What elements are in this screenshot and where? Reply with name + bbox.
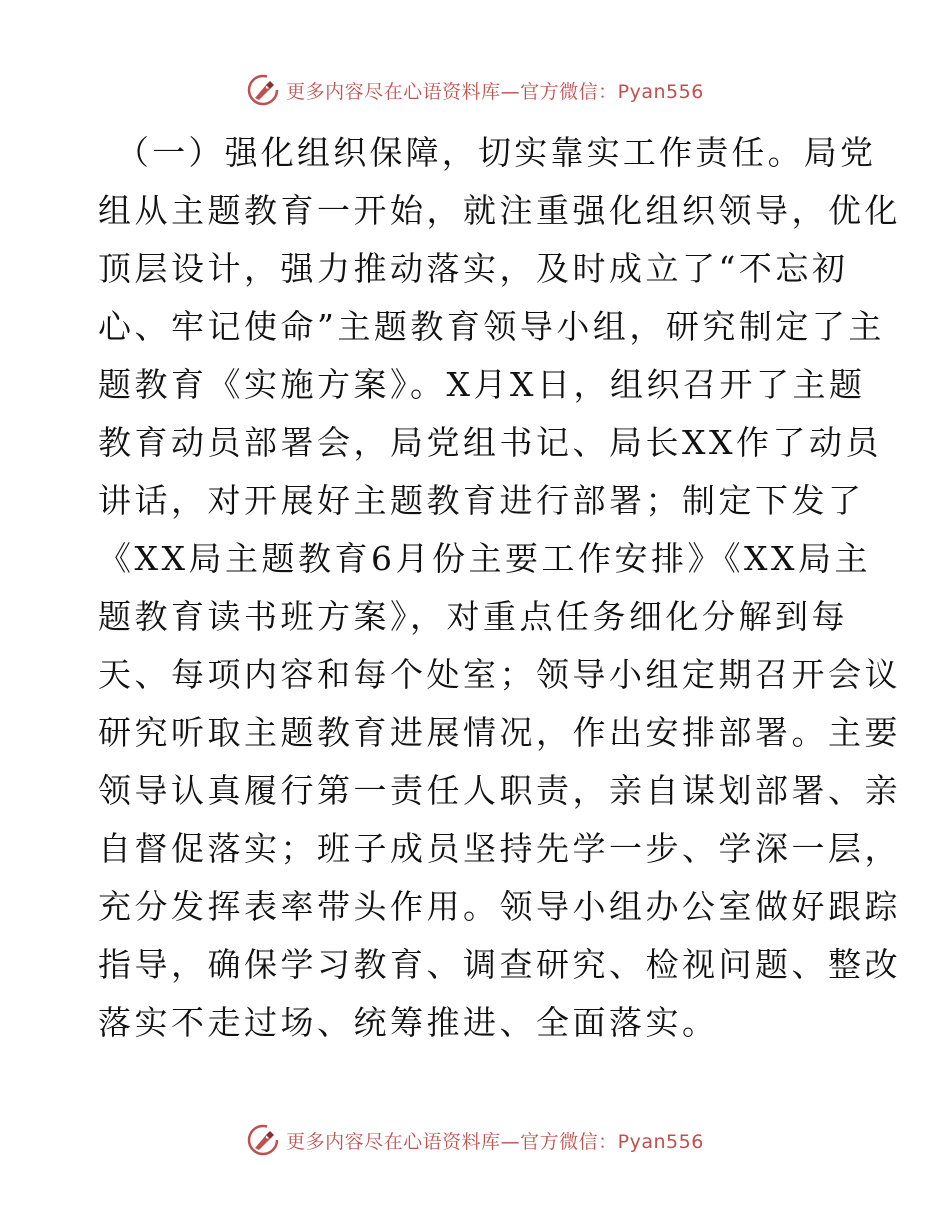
site-name-text: 更多内容尽在心语资料库 <box>286 80 501 103</box>
pen-nib-logo-icon <box>246 73 280 107</box>
site-name-text: 更多内容尽在心语资料库 <box>286 1130 501 1153</box>
body-line: 《XX局主题教育6月份主要工作安排》《XX局主 <box>98 539 871 578</box>
body-line: 教育动员部署会，局党组书记、局长XX作了动员 <box>98 423 882 462</box>
body-line: 组从主题教育一开始，就注重强化组织领导，优化 <box>98 191 901 230</box>
header-watermark-text <box>286 77 704 104</box>
body-line: 心、牢记使命”主题教育领导小组，研究制定了主 <box>98 307 885 346</box>
separator-dash: — <box>500 80 521 103</box>
body-line: 题教育《实施方案》。X月X日，组织召开了主题 <box>98 365 866 404</box>
body-line: 讲话，对开展好主题教育进行部署；制定下发了 <box>98 481 865 520</box>
body-line: 研究听取主题教育进展情况，作出安排部署。主要 <box>98 713 901 752</box>
separator-dash: — <box>500 1130 521 1153</box>
body-line: 领导认真履行第一责任人职责，亲自谋划部署、亲 <box>98 771 901 810</box>
body-line: （一）强化组织保障，切实靠实工作责任。局党 <box>116 133 877 172</box>
body-line: 充分发挥表率带头作用。领导小组办公室做好跟踪 <box>98 887 901 926</box>
wechat-id-text: 官方微信：Pyan556 <box>520 1130 704 1153</box>
pen-nib-logo-icon <box>246 1123 280 1157</box>
body-line: 落实不走过场、统筹推进、全面落实。 <box>98 1003 719 1042</box>
footer-watermark-text <box>286 1127 704 1154</box>
body-line: 自督促落实；班子成员坚持先学一步、学深一层， <box>98 829 901 868</box>
body-line: 题教育读书班方案》，对重点任务细化分解到每 <box>98 597 848 636</box>
body-line: 天、每项内容和每个处室；领导小组定期召开会议 <box>98 655 901 694</box>
body-line: 顶层设计，强力推动落实，及时成立了“不忘初 <box>98 249 849 288</box>
footer-watermark-banner <box>0 1120 950 1160</box>
document-body <box>98 124 901 1052</box>
header-watermark-banner <box>0 70 950 110</box>
wechat-id-text: 官方微信：Pyan556 <box>520 80 704 103</box>
body-line: 指导，确保学习教育、调查研究、检视问题、整改 <box>98 945 901 984</box>
